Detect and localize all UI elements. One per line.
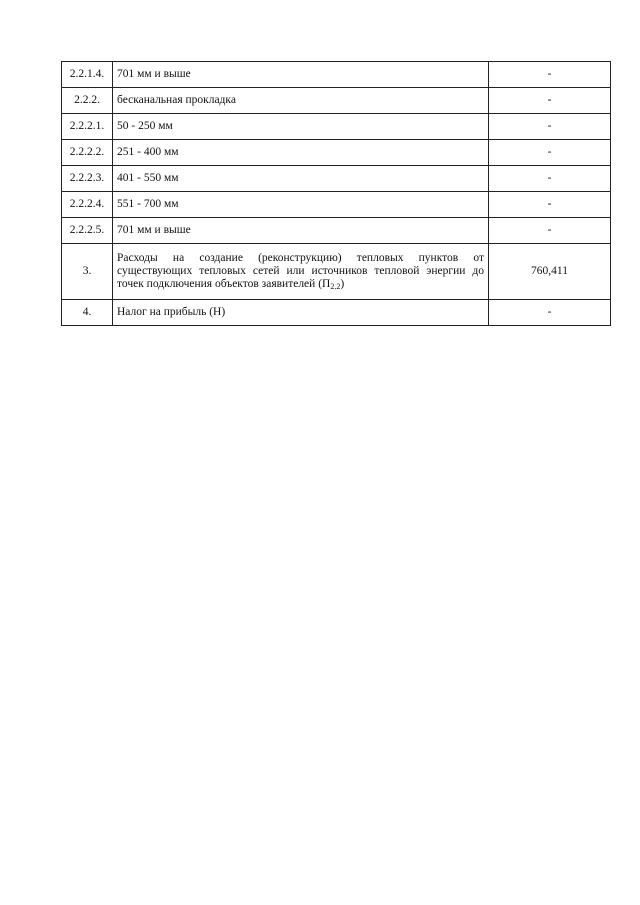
row-name: 701 мм и выше [113, 62, 489, 88]
row-name-subscript: 2.2 [330, 282, 341, 291]
table-row [62, 88, 611, 114]
row-value: - [489, 300, 611, 326]
row-value: - [489, 114, 611, 140]
row-number: 2.2.2.3. [62, 166, 113, 192]
row-name: Налог на прибыль (Н) [113, 300, 489, 326]
row-number: 2.2.2.1. [62, 114, 113, 140]
row-number: 2.2.2.5. [62, 218, 113, 244]
row-value: - [489, 218, 611, 244]
row-name-tail: ) [340, 278, 345, 290]
row-name: 50 - 250 мм [113, 114, 489, 140]
row-number: 2.2.2.4. [62, 192, 113, 218]
table-row [62, 218, 611, 244]
row-value: - [489, 192, 611, 218]
cost-table [61, 61, 611, 326]
table-row [62, 140, 611, 166]
row-name: 401 - 550 мм [113, 166, 489, 192]
table-row [62, 192, 611, 218]
row-value: - [489, 88, 611, 114]
row-value: 760,411 [489, 244, 611, 300]
row-name [113, 244, 489, 300]
row-number: 3. [62, 244, 113, 300]
row-name: бесканальная прокладка [113, 88, 489, 114]
table-row [62, 300, 611, 326]
row-number: 4. [62, 300, 113, 326]
table-row [62, 166, 611, 192]
row-value: - [489, 140, 611, 166]
row-name: 701 мм и выше [113, 218, 489, 244]
table-row [62, 62, 611, 88]
row-name-text: Расходы на создание (реконструкцию) тепловых пунктов от существующих тепловых сетей или источников тепловой энергии до точек подключения объектов заявителей (П [117, 252, 484, 290]
row-number: 2.2.1.4. [62, 62, 113, 88]
row-value: - [489, 166, 611, 192]
table-row [62, 244, 611, 300]
row-number: 2.2.2.2. [62, 140, 113, 166]
row-value: - [489, 62, 611, 88]
row-name: 551 - 700 мм [113, 192, 489, 218]
row-name: 251 - 400 мм [113, 140, 489, 166]
row-number: 2.2.2. [62, 88, 113, 114]
table-row [62, 114, 611, 140]
